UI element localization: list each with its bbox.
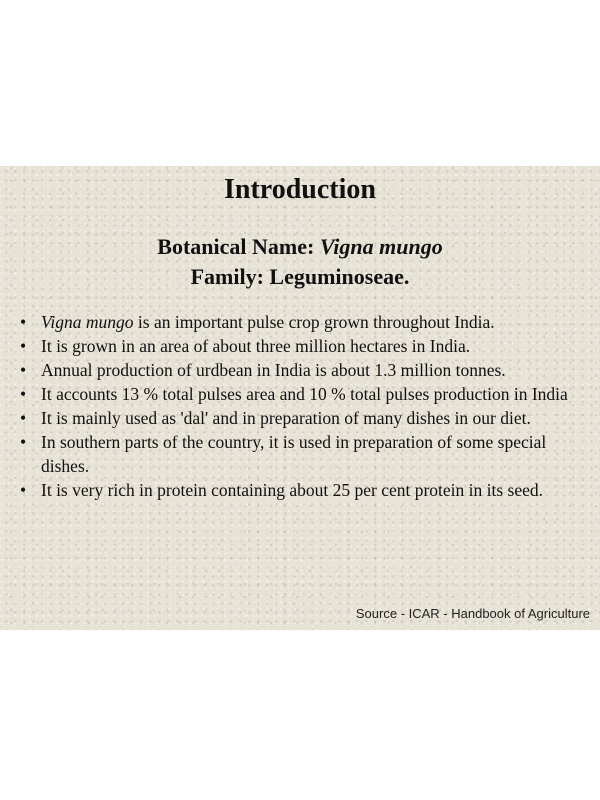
list-item-text: is an important pulse crop grown throughout India.	[133, 312, 495, 332]
list-item	[20, 406, 585, 430]
italic-lead: Vigna mungo	[41, 312, 134, 332]
bullet-icon: •	[20, 360, 27, 380]
bullet-icon: •	[20, 480, 27, 500]
list-item	[20, 310, 585, 334]
botanical-label: Botanical Name:	[157, 234, 315, 259]
botanical-name	[0, 234, 600, 260]
list-item	[20, 478, 585, 502]
list-item	[20, 334, 585, 358]
list-item-text: It accounts 13 % total pulses area and 10 % total pulses production in India	[41, 384, 568, 404]
slide	[0, 166, 600, 630]
bullet-icon: •	[20, 312, 27, 332]
list-item-text: It is very rich in protein containing about 25 per cent protein in its seed.	[41, 480, 544, 500]
bullet-icon: •	[20, 432, 27, 452]
list-item-text: It is mainly used as 'dal' and in preparation of many dishes in our diet.	[41, 408, 531, 428]
list-item-text: It is grown in an area of about three million hectares in India.	[41, 336, 471, 356]
source-citation: Source - ICAR - Handbook of Agriculture	[355, 606, 590, 621]
bullet-list	[20, 310, 585, 502]
slide-title: Introduction	[224, 174, 376, 205]
list-item	[20, 382, 585, 406]
bullet-icon: •	[20, 408, 27, 428]
botanical-value: Vigna mungo	[319, 234, 443, 259]
list-item-text: In southern parts of the country, it is used in preparation of some special dishes.	[41, 432, 547, 476]
bullet-icon: •	[20, 336, 27, 356]
list-item	[20, 430, 585, 478]
list-item	[20, 358, 585, 382]
family-name: Family: Leguminoseae.	[190, 264, 410, 289]
bullet-icon: •	[20, 384, 27, 404]
list-item-text: Annual production of urdbean in India is about 1.3 million tonnes.	[41, 360, 506, 380]
